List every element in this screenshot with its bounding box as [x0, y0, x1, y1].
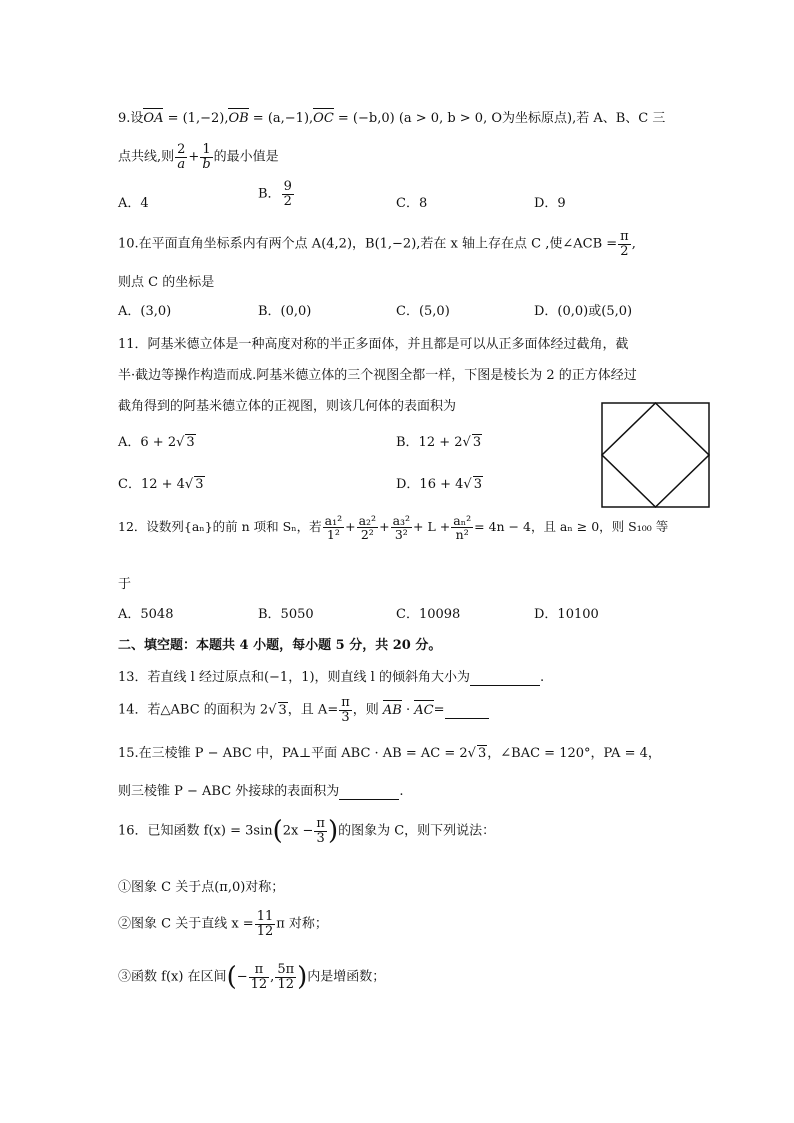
- vector-oc: OC: [313, 111, 334, 126]
- q9-oc-value: = (−b,0) (a > 0, b > 0, O为坐标原点),若 A、B、C 三: [333, 111, 666, 126]
- q10-option-c[interactable]: C．(5,0): [396, 304, 450, 319]
- outer-square: [602, 403, 709, 507]
- q9-pre: 9.设: [118, 111, 144, 126]
- q14-answer-blank[interactable]: [445, 703, 489, 719]
- q15-line2: 则三棱锥 P − ABC 外接球的表面积为 .: [118, 784, 404, 799]
- q11-line3: 截角得到的阿基米德立体的正视图，则该几何体的表面积为: [118, 399, 457, 414]
- q11-line1: 11．阿基米德立体是一种高度对称的半正多面体，并且都是可以从正多面体经过截角，截: [118, 337, 629, 352]
- q10-line1: 10.在平面直角坐标系内有两个点 A(4,2)，B(1,−2),若在 x 轴上存在点 C ,使∠ACB = $\frac{\pi}{2}$ ,: [118, 229, 636, 259]
- q16-line1: 16．已知函数 f(x) = 3sin(2x − $\frac{\pi}{3}$ )的图象为 C，则下列说法：: [118, 815, 496, 846]
- q14-fraction: $\frac{\pi}{3}$: [341, 695, 350, 725]
- q9-plus: +: [188, 149, 200, 165]
- q9-fraction-2: $\frac{1}{b}$: [202, 142, 211, 172]
- q15-line1: 15.在三棱锥 P − ABC 中，PA⊥平面 ABC · AB = AC = 2√ 3，∠BAC = 120°，PA = 4，: [118, 746, 661, 761]
- q13-line: 13．若直线 l 经过原点和(−1，1)，则直线 l 的倾斜角大小为 .: [118, 670, 545, 685]
- q9-line2-post: 的最小值是: [213, 149, 279, 165]
- q9-option-d[interactable]: D．9: [534, 196, 566, 211]
- q9-oa-value: = (1,−2),: [163, 111, 229, 126]
- q10-option-a[interactable]: A．(3,0): [118, 304, 172, 319]
- q12-option-c[interactable]: C．10098: [396, 607, 461, 622]
- q16-statement-2[interactable]: ②图象 C 关于直线 x = $\frac{11}{12}$ π 对称；: [118, 909, 328, 939]
- q9-option-a[interactable]: A．4: [118, 196, 149, 211]
- q9-option-c[interactable]: C．8: [396, 196, 428, 211]
- q12-option-d[interactable]: D．10100: [534, 607, 599, 622]
- q11-option-c[interactable]: C．12 + 4√ 3: [118, 477, 204, 492]
- inner-diamond: [602, 403, 709, 507]
- q11-option-a[interactable]: A．6 + 2√ 3: [118, 435, 195, 450]
- q9-ob-value: = (a,−1),: [248, 111, 314, 126]
- q10-line2: 则点 C 的坐标是: [118, 275, 215, 290]
- q10-option-d[interactable]: D．(0,0)或(5,0): [534, 304, 633, 319]
- q12-term-2: $\frac{\text{a₂²}}{\text{2²}}$: [358, 513, 377, 543]
- q12-option-a[interactable]: A．5048: [118, 607, 174, 622]
- vector-oa: OA: [143, 111, 164, 126]
- vector-ob: OB: [228, 111, 249, 126]
- q9-fraction-1: $\frac{2}{a}$: [177, 142, 186, 172]
- q16-s2-fraction: $\frac{11}{12}$: [256, 909, 274, 939]
- q14-line: 14．若△ABC 的面积为 2√ 3，且 A= $\frac{\pi}{3}$ ，则 AB · AC=: [118, 696, 489, 724]
- vector-ac: AC: [414, 702, 434, 718]
- q12-line1: 12．设数列{aₙ}的前 n 项和 Sₙ，若 $\frac{\text{a₁²}}{\text{1²}}$ + $\frac{\text{a₂²}}{\text{2²}}$ + $\frac{\text{a₃²}}{\text{3²}}$ + L + $\frac{\text{aₙ²}}{\text{n²}}$ = 4n − 4，且 aₙ ≥ 0，则 S₁₀₀ 等: [118, 513, 669, 543]
- q10-fraction: $\frac{\pi}{2}$: [620, 229, 629, 259]
- q11-line2: 半·截边等操作构造而成.阿基米德立体的三个视图全都一样，下图是棱长为 2 的正方体经过: [118, 368, 637, 383]
- q12-line2: 于: [118, 577, 132, 592]
- q12-term-3: $\frac{\text{a₃²}}{\text{3²}}$: [392, 513, 411, 543]
- q16-fraction: $\frac{\pi}{3}$: [316, 815, 325, 846]
- q9-line1: [118, 107, 665, 126]
- q10-line1-text: 10.在平面直角坐标系内有两个点 A(4,2)，B(1,−2),若在 x 轴上存在点 C ,使∠ACB =: [118, 236, 618, 252]
- section-heading: 二、填空题：本题共 4 小题，每小题 5 分，共 20 分。: [118, 638, 442, 653]
- q9-line2: [118, 143, 279, 171]
- q11-option-b[interactable]: B．12 + 2√ 3: [396, 435, 482, 450]
- q12-term-1: $\frac{\text{a₁²}}{\text{1²}}$: [324, 513, 343, 543]
- q11-option-d[interactable]: D．16 + 4√ 3: [396, 477, 482, 492]
- vector-ab: AB: [382, 702, 402, 718]
- q12-option-b[interactable]: B．5050: [258, 607, 314, 622]
- q15-answer-blank[interactable]: [339, 784, 399, 800]
- q9-option-b-fraction: $\frac{9}{2}$: [283, 179, 292, 209]
- q12-term-n: $\frac{\text{aₙ²}}{\text{n²}}$: [453, 513, 472, 543]
- q16-s3-fraction-1: $\frac{\pi}{12}$: [250, 961, 268, 992]
- archimedean-solid-front-view: [601, 402, 710, 508]
- q9-option-b[interactable]: B． $\frac{9}{2}$: [258, 179, 292, 209]
- q10-option-b[interactable]: B．(0,0): [258, 304, 312, 319]
- q13-answer-blank[interactable]: [470, 670, 540, 686]
- q16-statement-1[interactable]: ①图象 C 关于点(π,0)对称；: [118, 880, 285, 895]
- q9-line2-pre: 点共线,则: [118, 149, 175, 165]
- q16-statement-3[interactable]: ③函数 f(x) 在区间(− $\frac{\pi}{12}$ , $\frac{5\pi}{12}$ )内是增函数；: [118, 961, 386, 992]
- q16-s3-fraction-2: $\frac{5\pi}{12}$: [277, 961, 295, 992]
